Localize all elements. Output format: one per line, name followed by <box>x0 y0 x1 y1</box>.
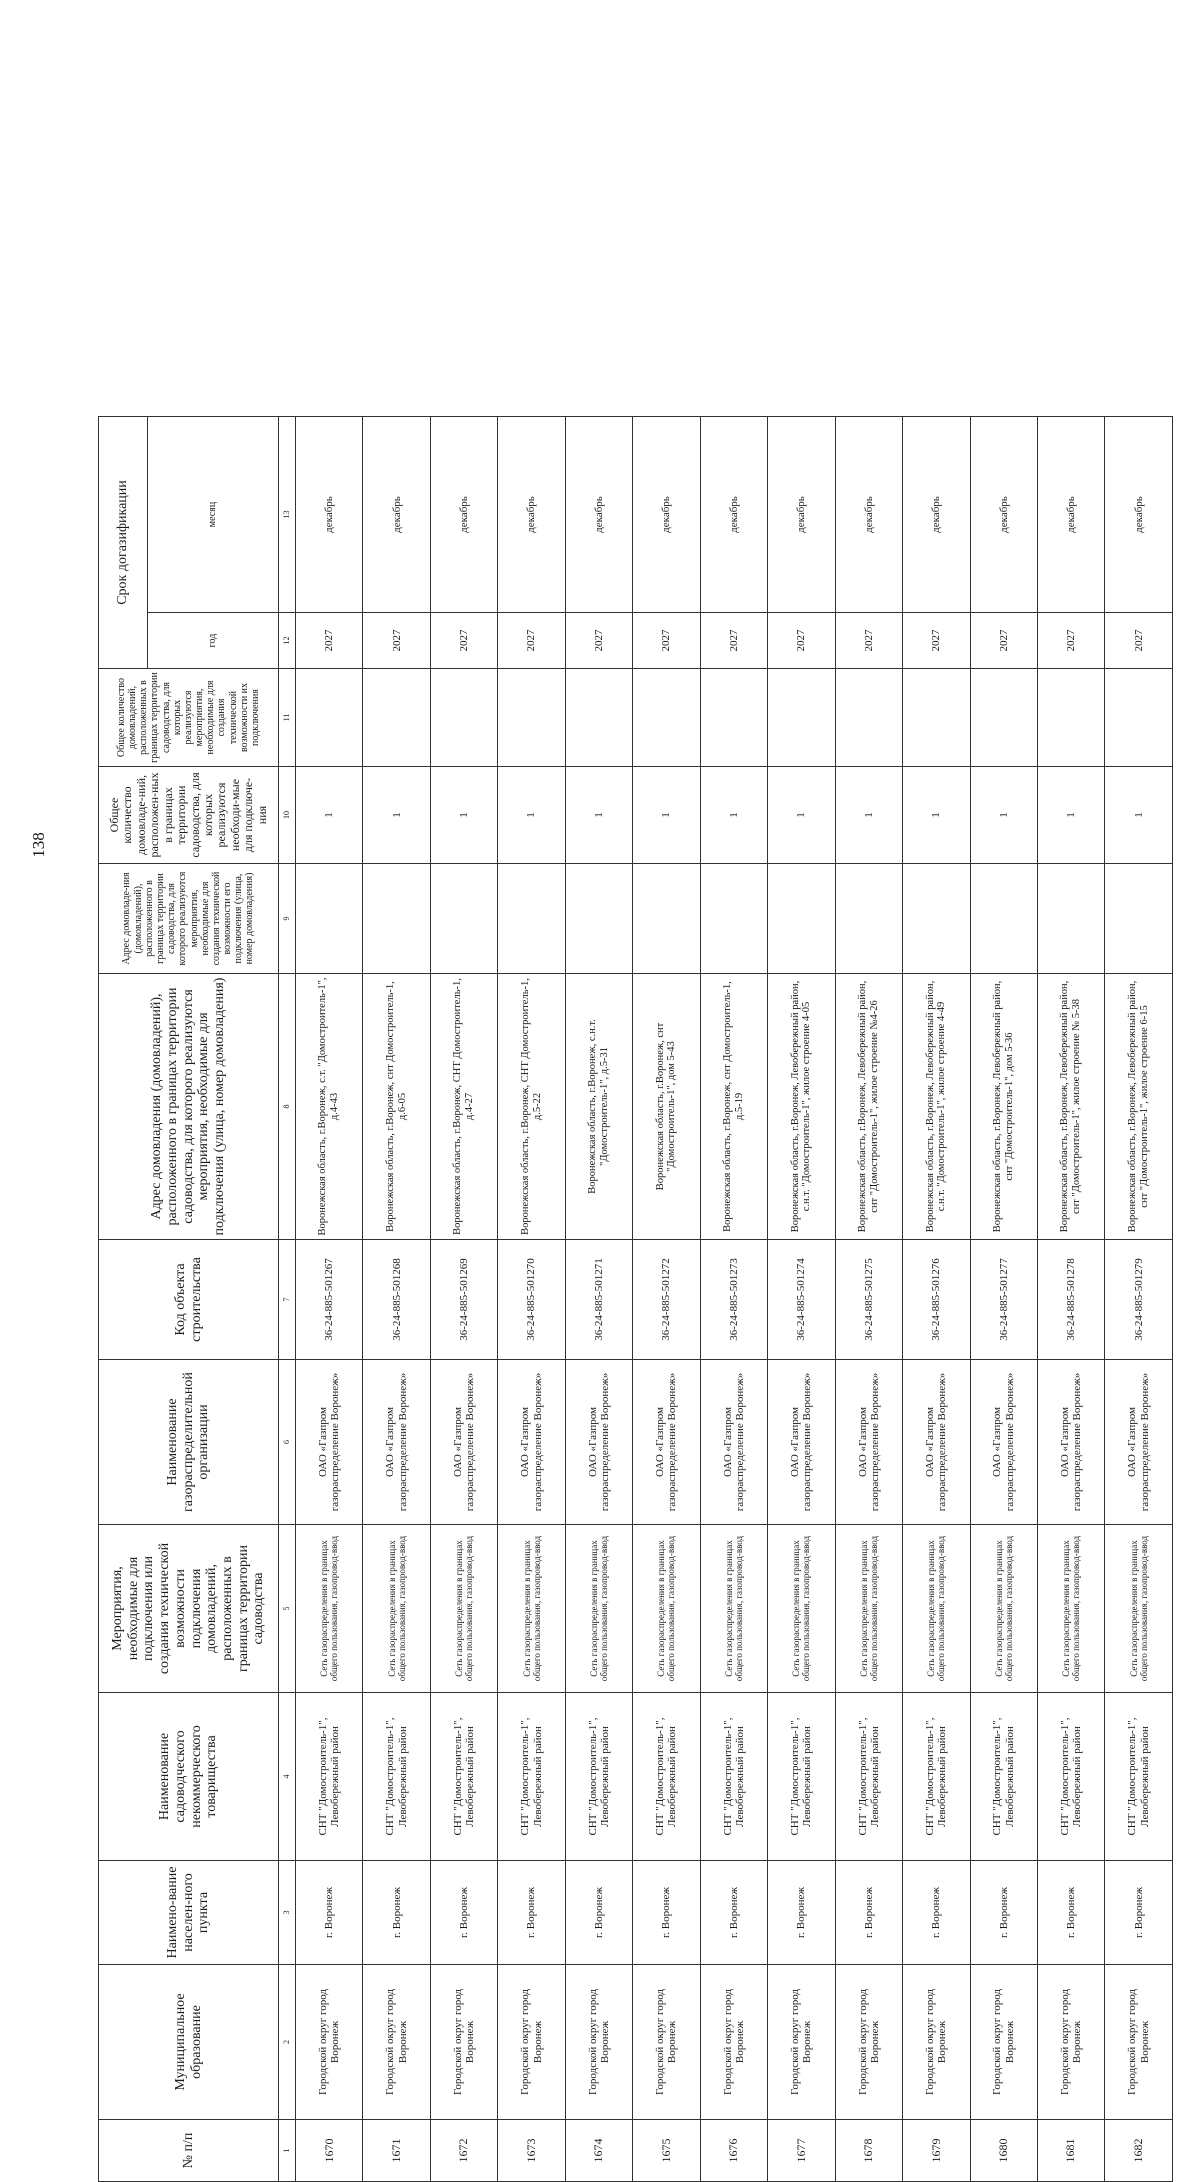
table-row <box>430 417 497 2182</box>
cell-count-capability <box>970 669 1037 767</box>
cell-settlement: г. Воронеж <box>970 1861 1037 1965</box>
cell-object-code: 36-24-885-501278 <box>1037 1240 1104 1360</box>
cell-gas-org: ОАО «Газпром газораспределение Воронеж» <box>768 1360 835 1525</box>
cell-year: 2027 <box>970 613 1037 669</box>
cell-count-connection: 1 <box>903 767 970 864</box>
cell-municipality: Городской округ город Воронеж <box>970 1965 1037 2120</box>
col-header-gas-org: Наименование газораспределительной организации <box>99 1360 279 1525</box>
cell-count-capability <box>498 669 565 767</box>
cell-measures: Сеть газораспределения в границах общего пользования, газопровод-ввод <box>430 1525 497 1693</box>
cell-settlement: г. Воронеж <box>430 1861 497 1965</box>
column-number: 1 <box>279 2120 296 2182</box>
cell-count-connection: 1 <box>970 767 1037 864</box>
col-header-count-capability: Общее количество домовладений, расположенных в границах территории садоводства, для которых реализуются мероприятия, необходимые для создания технической возможности их подключения <box>99 669 279 767</box>
cell-gas-org: ОАО «Газпром газораспределение Воронеж» <box>498 1360 565 1525</box>
col-header-count-connection: Общее количество домовладе-ний, расположен-ных в границах территории садоводства, для которых реализуются необходи-мые для подключе-ния <box>99 767 279 864</box>
cell-year: 2027 <box>700 613 767 669</box>
cell-month: декабрь <box>1037 417 1104 613</box>
cell-address-capability <box>565 864 632 974</box>
cell-measures: Сеть газораспределения в границах общего пользования, газопровод-ввод <box>296 1525 363 1693</box>
cell-measures: Сеть газораспределения в границах общего пользования, газопровод-ввод <box>700 1525 767 1693</box>
cell-settlement: г. Воронеж <box>633 1861 700 1965</box>
cell-count-connection: 1 <box>1037 767 1104 864</box>
cell-count-connection: 1 <box>498 767 565 864</box>
cell-measures: Сеть газораспределения в границах общего пользования, газопровод-ввод <box>970 1525 1037 1693</box>
cell-address-connection: Воронежская область, г.Воронеж, с.н.т. "Домостроитель-1", д.5-31 <box>565 974 632 1240</box>
cell-municipality: Городской округ город Воронеж <box>565 1965 632 2120</box>
table-row <box>565 417 632 2182</box>
cell-object-code: 36-24-885-501273 <box>700 1240 767 1360</box>
cell-municipality: Городской округ город Воронеж <box>903 1965 970 2120</box>
cell-snt: СНТ "Домостроитель-1", Левобережный район <box>363 1693 430 1861</box>
cell-settlement: г. Воронеж <box>1037 1861 1104 1965</box>
cell-municipality: Городской округ город Воронеж <box>1105 1965 1173 2120</box>
gasification-table <box>98 416 1173 2182</box>
cell-num: 1680 <box>970 2120 1037 2182</box>
col-header-municipality: Муниципальное образование <box>99 1965 279 2120</box>
cell-month: декабрь <box>970 417 1037 613</box>
table-row <box>296 417 363 2182</box>
cell-municipality: Городской округ город Воронеж <box>1037 1965 1104 2120</box>
cell-num: 1671 <box>363 2120 430 2182</box>
cell-address-capability <box>970 864 1037 974</box>
cell-snt: СНТ "Домостроитель-1", Левобережный район <box>768 1693 835 1861</box>
cell-num: 1681 <box>1037 2120 1104 2182</box>
cell-object-code: 36-24-885-501274 <box>768 1240 835 1360</box>
column-number: 8 <box>279 974 296 1240</box>
cell-settlement: г. Воронеж <box>768 1861 835 1965</box>
table-row <box>633 417 700 2182</box>
cell-measures: Сеть газораспределения в границах общего пользования, газопровод-ввод <box>903 1525 970 1693</box>
cell-count-connection: 1 <box>768 767 835 864</box>
cell-year: 2027 <box>498 613 565 669</box>
cell-month: декабрь <box>296 417 363 613</box>
cell-address-connection: Воронежская область, г.Воронеж, Левобережный район, снт "Домостроитель-1", дом 5-36 <box>970 974 1037 1240</box>
cell-gas-org: ОАО «Газпром газораспределение Воронеж» <box>430 1360 497 1525</box>
cell-num: 1672 <box>430 2120 497 2182</box>
cell-object-code: 36-24-885-501272 <box>633 1240 700 1360</box>
cell-measures: Сеть газораспределения в границах общего пользования, газопровод-ввод <box>565 1525 632 1693</box>
cell-gas-org: ОАО «Газпром газораспределение Воронеж» <box>970 1360 1037 1525</box>
cell-measures: Сеть газораспределения в границах общего пользования, газопровод-ввод <box>768 1525 835 1693</box>
cell-count-connection: 1 <box>835 767 902 864</box>
cell-month: декабрь <box>835 417 902 613</box>
col-header-term: Срок догазификации <box>99 417 148 669</box>
cell-measures: Сеть газораспределения в границах общего пользования, газопровод-ввод <box>1037 1525 1104 1693</box>
cell-address-capability <box>498 864 565 974</box>
cell-snt: СНТ "Домостроитель-1", Левобережный район <box>296 1693 363 1861</box>
cell-measures: Сеть газораспределения в границах общего пользования, газопровод-ввод <box>498 1525 565 1693</box>
cell-snt: СНТ "Домостроитель-1", Левобережный район <box>1105 1693 1173 1861</box>
cell-address-connection: Воронежская область, г.Воронеж, СНТ Домостроитель-1, д.5-22 <box>498 974 565 1240</box>
cell-gas-org: ОАО «Газпром газораспределение Воронеж» <box>1037 1360 1104 1525</box>
cell-month: декабрь <box>633 417 700 613</box>
cell-snt: СНТ "Домостроитель-1", Левобережный район <box>430 1693 497 1861</box>
cell-municipality: Городской округ город Воронеж <box>633 1965 700 2120</box>
cell-count-capability <box>296 669 363 767</box>
column-number: 2 <box>279 1965 296 2120</box>
cell-count-capability <box>1037 669 1104 767</box>
cell-settlement: г. Воронеж <box>903 1861 970 1965</box>
cell-address-capability <box>835 864 902 974</box>
col-header-object-code: Код объекта строительства <box>99 1240 279 1360</box>
column-number: 9 <box>279 864 296 974</box>
table-row <box>1105 417 1173 2182</box>
cell-settlement: г. Воронеж <box>363 1861 430 1965</box>
table-row <box>363 417 430 2182</box>
cell-measures: Сеть газораспределения в границах общего пользования, газопровод-ввод <box>363 1525 430 1693</box>
col-header-year: год <box>148 613 279 669</box>
cell-object-code: 36-24-885-501276 <box>903 1240 970 1360</box>
cell-object-code: 36-24-885-501279 <box>1105 1240 1173 1360</box>
cell-settlement: г. Воронеж <box>296 1861 363 1965</box>
cell-address-capability <box>296 864 363 974</box>
cell-address-connection: Воронежская область, г.Воронеж, Левобережный район, снт "Домостроитель-1", жилое строение 6-15 <box>1105 974 1173 1240</box>
cell-municipality: Городской округ город Воронеж <box>363 1965 430 2120</box>
cell-month: декабрь <box>1105 417 1173 613</box>
cell-address-connection: Воронежская область, г.Воронеж, с.т. "Домостроитель-1", д.4-43 <box>296 974 363 1240</box>
cell-month: декабрь <box>768 417 835 613</box>
cell-measures: Сеть газораспределения в границах общего пользования, газопровод-ввод <box>1105 1525 1173 1693</box>
cell-snt: СНТ "Домостроитель-1", Левобережный район <box>498 1693 565 1861</box>
cell-count-capability <box>903 669 970 767</box>
table-row <box>835 417 902 2182</box>
cell-measures: Сеть газораспределения в границах общего пользования, газопровод-ввод <box>835 1525 902 1693</box>
column-number: 11 <box>279 669 296 767</box>
cell-address-capability <box>700 864 767 974</box>
cell-month: декабрь <box>565 417 632 613</box>
cell-municipality: Городской округ город Воронеж <box>430 1965 497 2120</box>
col-header-snt: Наименование садоводческого некоммерческого товарищества <box>99 1693 279 1861</box>
cell-gas-org: ОАО «Газпром газораспределение Воронеж» <box>633 1360 700 1525</box>
cell-year: 2027 <box>835 613 902 669</box>
cell-snt: СНТ "Домостроитель-1", Левобережный район <box>970 1693 1037 1861</box>
cell-count-capability <box>565 669 632 767</box>
cell-snt: СНТ "Домостроитель-1", Левобережный район <box>835 1693 902 1861</box>
cell-object-code: 36-24-885-501275 <box>835 1240 902 1360</box>
table-row <box>700 417 767 2182</box>
col-header-num: № п/п <box>99 2120 279 2182</box>
cell-year: 2027 <box>1037 613 1104 669</box>
cell-municipality: Городской округ город Воронеж <box>296 1965 363 2120</box>
cell-object-code: 36-24-885-501277 <box>970 1240 1037 1360</box>
cell-count-connection: 1 <box>1105 767 1173 864</box>
col-header-address-connection: Адрес домовладения (домовладений), расположенного в границах территории садоводства, для которого реализуются мероприятия, необходимые для подключения (улица, номер домовладения) <box>99 974 279 1240</box>
cell-address-connection: Воронежская область, г.Воронеж, снт Домостроитель-1, д.5-19 <box>700 974 767 1240</box>
cell-gas-org: ОАО «Газпром газораспределение Воронеж» <box>296 1360 363 1525</box>
cell-count-capability <box>700 669 767 767</box>
cell-address-capability <box>903 864 970 974</box>
cell-address-capability <box>768 864 835 974</box>
cell-settlement: г. Воронеж <box>835 1861 902 1965</box>
cell-count-connection: 1 <box>430 767 497 864</box>
cell-object-code: 36-24-885-501267 <box>296 1240 363 1360</box>
cell-year: 2027 <box>768 613 835 669</box>
cell-address-capability <box>1037 864 1104 974</box>
cell-month: декабрь <box>363 417 430 613</box>
cell-settlement: г. Воронеж <box>565 1861 632 1965</box>
cell-snt: СНТ "Домостроитель-1", Левобережный район <box>633 1693 700 1861</box>
cell-settlement: г. Воронеж <box>498 1861 565 1965</box>
cell-snt: СНТ "Домостроитель-1", Левобережный район <box>1037 1693 1104 1861</box>
cell-num: 1679 <box>903 2120 970 2182</box>
column-number: 5 <box>279 1525 296 1693</box>
table-row <box>970 417 1037 2182</box>
cell-address-connection: Воронежская область, г.Воронеж, снт Домостроитель-1, д.6-05 <box>363 974 430 1240</box>
cell-municipality: Городской округ город Воронеж <box>835 1965 902 2120</box>
cell-count-connection: 1 <box>363 767 430 864</box>
cell-year: 2027 <box>903 613 970 669</box>
cell-year: 2027 <box>363 613 430 669</box>
cell-num: 1678 <box>835 2120 902 2182</box>
column-number: 7 <box>279 1240 296 1360</box>
cell-address-capability <box>1105 864 1173 974</box>
cell-address-connection: Воронежская область, г.Воронеж, Левобережный район, с.н.т. "Домостроитель-1", жилое строение 4-05 <box>768 974 835 1240</box>
cell-count-connection: 1 <box>633 767 700 864</box>
cell-num: 1670 <box>296 2120 363 2182</box>
cell-address-connection: Воронежская область, г.Воронеж, Левобережный район, с.н.т. "Домостроитель-1", жилое строение 4-49 <box>903 974 970 1240</box>
cell-gas-org: ОАО «Газпром газораспределение Воронеж» <box>903 1360 970 1525</box>
column-number: 6 <box>279 1360 296 1525</box>
cell-gas-org: ОАО «Газпром газораспределение Воронеж» <box>565 1360 632 1525</box>
column-number: 12 <box>279 613 296 669</box>
page-number: 138 <box>29 832 48 858</box>
cell-num: 1675 <box>633 2120 700 2182</box>
column-number: 3 <box>279 1861 296 1965</box>
table-row <box>903 417 970 2182</box>
cell-address-connection: Воронежская область, г.Воронеж, Левобережный район, снт "Домостроитель-1", жилое строение №4-26 <box>835 974 902 1240</box>
cell-municipality: Городской округ город Воронеж <box>498 1965 565 2120</box>
cell-num: 1676 <box>700 2120 767 2182</box>
cell-address-capability <box>633 864 700 974</box>
cell-count-capability <box>1105 669 1173 767</box>
cell-address-connection: Воронежская область, г.Воронеж, Левобережный район, снт "Домостроитель-1", жилое строение № 5-38 <box>1037 974 1104 1240</box>
cell-count-capability <box>835 669 902 767</box>
cell-year: 2027 <box>1105 613 1173 669</box>
cell-snt: СНТ "Домостроитель-1", Левобережный район <box>903 1693 970 1861</box>
cell-year: 2027 <box>296 613 363 669</box>
cell-municipality: Городской округ город Воронеж <box>700 1965 767 2120</box>
cell-count-capability <box>363 669 430 767</box>
cell-address-connection: Воронежская область, г.Воронеж, снт "Домостроитель-1", дом 5-43 <box>633 974 700 1240</box>
gasification-table-frame <box>98 480 1173 2182</box>
table-row <box>1037 417 1104 2182</box>
cell-num: 1673 <box>498 2120 565 2182</box>
table-body <box>296 417 1173 2182</box>
cell-gas-org: ОАО «Газпром газораспределение Воронеж» <box>835 1360 902 1525</box>
cell-count-capability <box>768 669 835 767</box>
cell-month: декабрь <box>903 417 970 613</box>
cell-address-capability <box>430 864 497 974</box>
header-row <box>99 417 148 2182</box>
column-number: 10 <box>279 767 296 864</box>
cell-measures: Сеть газораспределения в границах общего пользования, газопровод-ввод <box>633 1525 700 1693</box>
cell-count-connection: 1 <box>565 767 632 864</box>
cell-address-capability <box>363 864 430 974</box>
cell-count-capability <box>430 669 497 767</box>
cell-month: декабрь <box>498 417 565 613</box>
cell-month: декабрь <box>700 417 767 613</box>
cell-object-code: 36-24-885-501268 <box>363 1240 430 1360</box>
col-header-settlement: Наимено-вание населен-ного пункта <box>99 1861 279 1965</box>
cell-num: 1682 <box>1105 2120 1173 2182</box>
cell-gas-org: ОАО «Газпром газораспределение Воронеж» <box>363 1360 430 1525</box>
cell-snt: СНТ "Домостроитель-1", Левобережный район <box>700 1693 767 1861</box>
cell-object-code: 36-24-885-501271 <box>565 1240 632 1360</box>
column-number: 4 <box>279 1693 296 1861</box>
col-header-month: месяц <box>148 417 279 613</box>
cell-num: 1674 <box>565 2120 632 2182</box>
table-row <box>768 417 835 2182</box>
cell-address-connection: Воронежская область, г.Воронеж, СНТ Домостроитель-1, д.4-27 <box>430 974 497 1240</box>
cell-gas-org: ОАО «Газпром газораспределение Воронеж» <box>1105 1360 1173 1525</box>
cell-object-code: 36-24-885-501270 <box>498 1240 565 1360</box>
cell-month: декабрь <box>430 417 497 613</box>
cell-num: 1677 <box>768 2120 835 2182</box>
cell-settlement: г. Воронеж <box>700 1861 767 1965</box>
cell-count-capability <box>633 669 700 767</box>
column-number: 13 <box>279 417 296 613</box>
cell-gas-org: ОАО «Газпром газораспределение Воронеж» <box>700 1360 767 1525</box>
col-header-measures: Мероприятия, необходимые для подключения или создания технической возможности подключения домовладений, расположенных в границах территории садоводства <box>99 1525 279 1693</box>
cell-year: 2027 <box>565 613 632 669</box>
cell-settlement: г. Воронеж <box>1105 1861 1173 1965</box>
cell-count-connection: 1 <box>296 767 363 864</box>
table-row <box>498 417 565 2182</box>
cell-municipality: Городской округ город Воронеж <box>768 1965 835 2120</box>
cell-year: 2027 <box>430 613 497 669</box>
cell-year: 2027 <box>633 613 700 669</box>
cell-snt: СНТ "Домостроитель-1", Левобережный район <box>565 1693 632 1861</box>
col-header-address-capability: Адрес домовладе-ния (домовладений), расположенного в границах территории садоводства, для которого реализуются мероприятия, необходимые для создания технической возможности его подключения (улица, номер домовладения) <box>99 864 279 974</box>
column-number-row <box>279 417 296 2182</box>
cell-count-connection: 1 <box>700 767 767 864</box>
cell-object-code: 36-24-885-501269 <box>430 1240 497 1360</box>
